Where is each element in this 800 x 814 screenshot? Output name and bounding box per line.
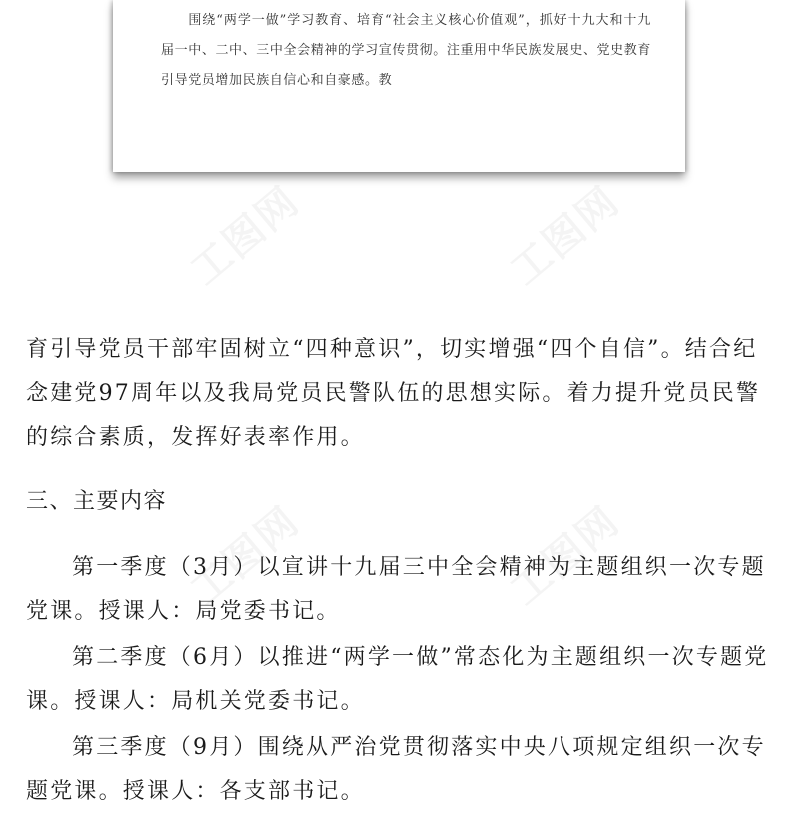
watermark <box>176 171 309 296</box>
list-item: 第一季度（3月）以宣讲十九届三中全会精神为主题组织一次专题党课。授课人：局党委书记。 <box>26 555 766 624</box>
paragraph-continued: 育引导党员干部牢固树立“四种意识”，切实增强“四个自信”。结合纪念建党97周年以及我局党员民警队伍的思想实际。着力提升党员民警的综合素质，发挥好表率作用。 <box>26 337 761 450</box>
list-item: 第三季度（9月）围绕从严治党贯彻落实中央八项规定组织一次专题党课。授课人：各支部书记。 <box>26 735 766 804</box>
section-heading: 三、主要内容 <box>26 489 168 514</box>
list-item: 第二季度（6月）以推进“两学一做”常态化为主题组织一次专题党课。授课人：局机关党委书记。 <box>26 645 769 714</box>
watermark <box>496 171 629 296</box>
card-paragraph-text: 围绕“两学一做”学习教育、培育“社会主义核心价值观”，抓好十九大和十九届一中、二中、三中全会精神的学习宣传贯彻。注重用中华民族发展史、党史教育引导党员增加民族自信心和自豪感。教 <box>161 13 651 88</box>
card-paragraph <box>161 6 651 96</box>
document-preview-card <box>113 0 685 172</box>
